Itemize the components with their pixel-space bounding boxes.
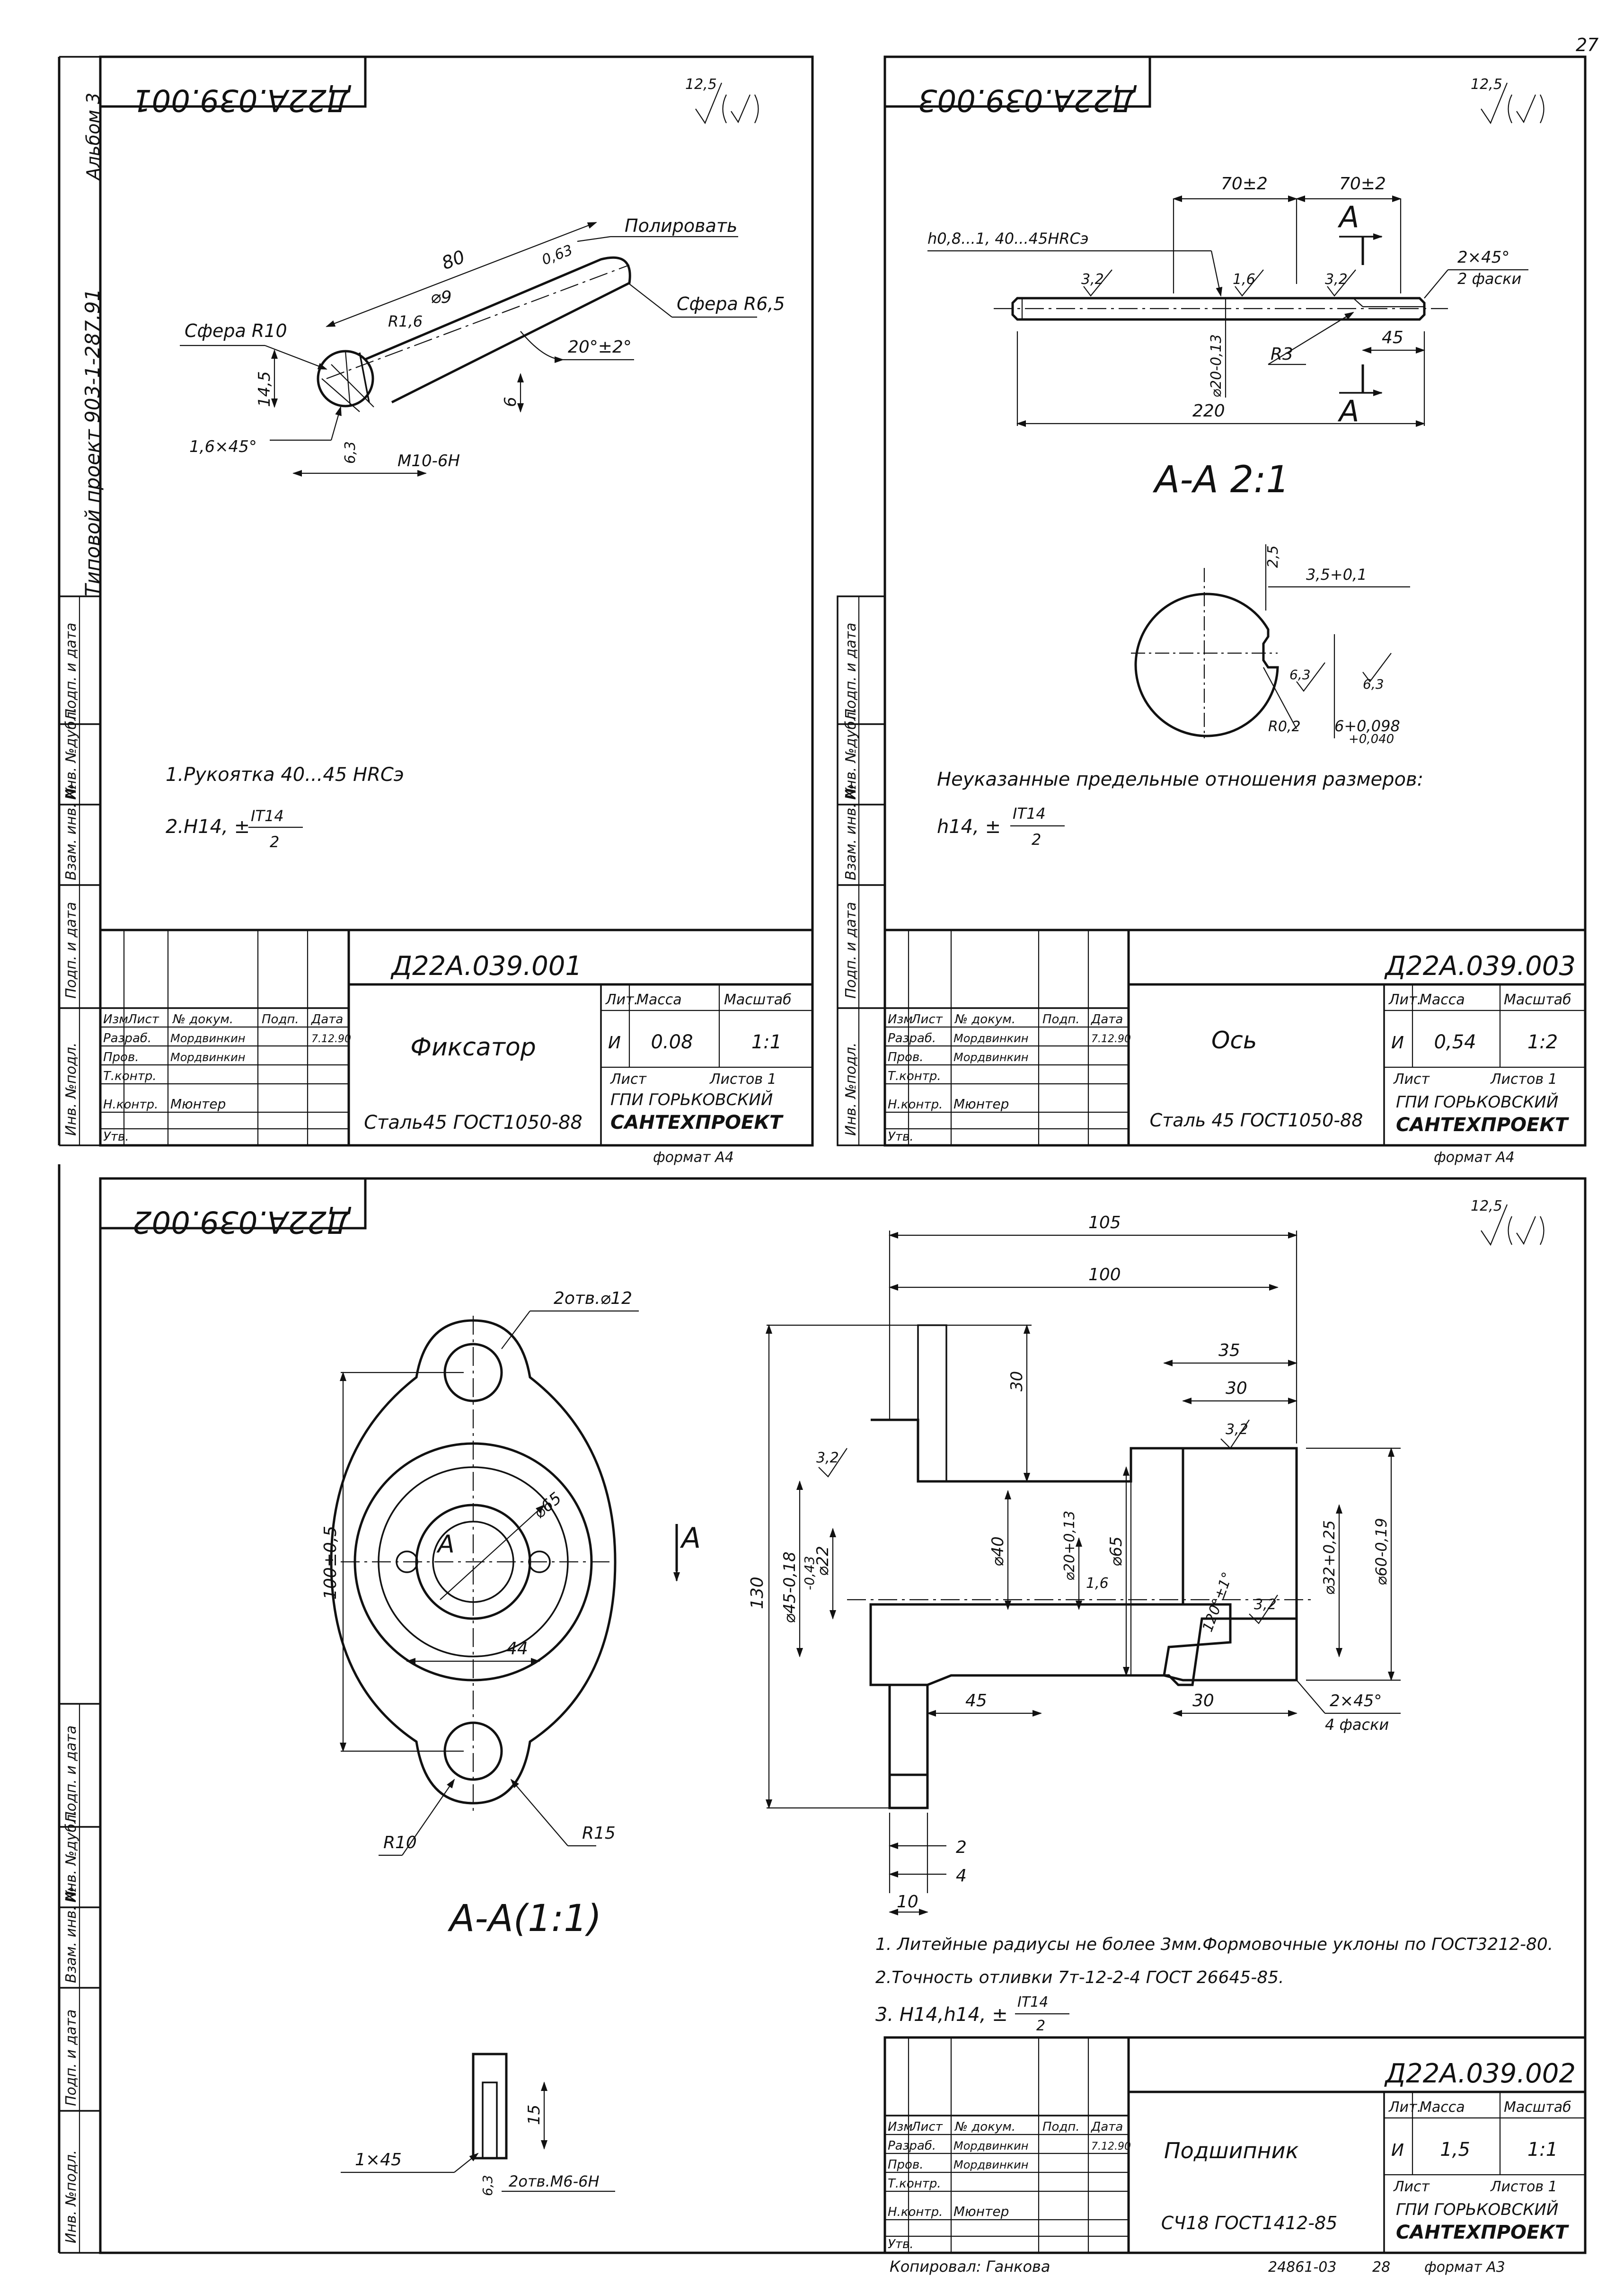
dim-text: 6 <box>501 397 520 407</box>
fixator-part <box>318 257 630 412</box>
tb-label: Изм <box>103 1012 128 1027</box>
side-label: Инв. №дубл. <box>63 1810 79 1903</box>
tb-value: Мордвинкин <box>170 1032 246 1045</box>
dim-text: 100±0,5 <box>321 1525 340 1600</box>
tb-label: Т.контр. <box>888 2177 941 2191</box>
tb-value: 1,5 <box>1440 2139 1470 2161</box>
dim-text: 0,63 <box>539 241 575 269</box>
note: h14, ± <box>937 816 1001 838</box>
dim-text: 45 <box>965 1691 987 1710</box>
tb-value: 0.08 <box>651 1031 693 1053</box>
dim-text: 100 <box>1088 1265 1121 1284</box>
dim-text: 30 <box>1007 1371 1026 1391</box>
tb-org: САНТЕХПРОЕКТ <box>610 1112 783 1134</box>
dim-text: 30 <box>1192 1691 1214 1710</box>
dim-text: 2×45° <box>1330 1692 1382 1710</box>
dim-text: 3,2 <box>1325 271 1348 288</box>
tb-label: Лист <box>128 1012 159 1027</box>
dim-text: 3,5+0,1 <box>1306 566 1367 584</box>
dim-text: ⌀32+0,25 <box>1320 1520 1338 1595</box>
dim-text: 44 <box>506 1639 528 1658</box>
dim-text: ⌀60-0,19 <box>1372 1518 1390 1585</box>
dim-text: ⌀9 <box>431 288 452 307</box>
dim-text: 20°±2° <box>568 337 632 357</box>
tb-label: Лит. <box>1389 992 1422 1008</box>
axle-section <box>1131 544 1410 746</box>
drawing-axle <box>838 57 1585 1166</box>
tb-value: Листов 1 <box>1491 1071 1557 1088</box>
tb-label: Масштаб <box>1504 992 1571 1008</box>
dim-text: 4 фаски <box>1325 1716 1389 1734</box>
tb-value: Мордвинкин <box>953 1051 1029 1064</box>
tb-label: Пров. <box>888 2158 924 2172</box>
note: 2.Точность отливки 7т-12-2-4 ГОСТ 26645-85. <box>875 1968 1284 1987</box>
dim-text: 1,6 <box>1233 271 1255 288</box>
tb-label: Лит. <box>1389 2099 1422 2116</box>
dim-text: 1×45 <box>355 2150 402 2170</box>
tb-value: 1:1 <box>751 1031 782 1053</box>
tb-label: Н.контр. <box>103 1098 159 1112</box>
page-number: 27 <box>1576 35 1599 55</box>
note-frac: 2 <box>1032 831 1041 849</box>
dim-text: R0,2 <box>1268 718 1301 735</box>
tb-label: Пров. <box>888 1050 924 1064</box>
dim-text: 6,3 <box>342 441 359 464</box>
title-block-fixator <box>100 930 812 1145</box>
dim-text: 2 <box>956 1838 967 1857</box>
dim-text: 3,2 <box>816 1450 839 1466</box>
tb-value: Листов 1 <box>1491 2179 1557 2195</box>
copy-note: Копировал: Ганкова <box>890 2258 1050 2276</box>
tb-label: Изм <box>888 2120 913 2134</box>
format-label: формат А4 <box>653 1149 734 1166</box>
sheet-code: 24861-03 <box>1268 2259 1337 2276</box>
tb-value: 7.12.90 <box>311 1033 351 1045</box>
title-block-axle <box>885 930 1585 1145</box>
dim-text: ⌀20-0,13 <box>1208 334 1225 398</box>
dim-text: R3 <box>1271 345 1293 364</box>
tb-name: Подшипник <box>1164 2138 1299 2163</box>
note: 1.Рукоятка 40...45 HRCэ <box>166 764 404 786</box>
side-label: Взам. инв. № <box>843 784 859 880</box>
bearing-plan-view <box>321 1289 701 1855</box>
dim-text: М10-6Н <box>397 452 460 470</box>
dim-text: 2отв.М6-6Н <box>509 2172 600 2190</box>
tb-label: Лист <box>911 2120 943 2134</box>
dim-text: 45 <box>1382 328 1403 347</box>
side-label: Подп. и дата <box>63 1725 79 1822</box>
side-label: Подп. и дата <box>843 902 859 999</box>
dim-text: 3,2 <box>1254 1596 1277 1613</box>
fixator-dims <box>180 215 785 473</box>
tb-label: Подп. <box>262 1012 299 1027</box>
tb-org: САНТЕХПРОЕКТ <box>1396 2222 1568 2243</box>
tb-value: Мордвинкин <box>170 1051 246 1064</box>
tb-label: Утв. <box>103 1130 129 1144</box>
rotated-code: Д22А.039.001 <box>132 82 350 117</box>
dim-text: 6,3 <box>1289 667 1311 682</box>
section-mark: А <box>438 1530 455 1559</box>
dim-text: 1,6×45° <box>189 437 257 456</box>
roughness-value: 12,5 <box>685 76 717 93</box>
title-block-bearing <box>885 2037 1585 2253</box>
side-label: Взам. инв. № <box>63 784 79 880</box>
tb-label: № докум. <box>955 2120 1016 2134</box>
album-label: Альбом 3 <box>83 92 104 180</box>
note: Неуказанные предельные отношения размеров: <box>937 769 1424 790</box>
dim-text: 2отв.⌀12 <box>554 1289 633 1308</box>
roughness-mark <box>1471 76 1544 123</box>
note: 3. H14,h14, ± <box>875 2004 1008 2026</box>
tb-label: Т.контр. <box>103 1069 157 1083</box>
tb-org: ГПИ ГОРЬКОВСКИЙ <box>610 1090 773 1109</box>
dim-text: 130 <box>748 1577 767 1609</box>
tb-label: Изм <box>888 1012 913 1027</box>
tb-value: Листов 1 <box>710 1071 777 1088</box>
dim-text: 80 <box>439 246 468 274</box>
side-label: Инв. №дубл. <box>843 707 859 800</box>
tb-value: Мордвинкин <box>953 1032 1029 1045</box>
tb-value: Мюнтер <box>953 1096 1009 1112</box>
tb-value: Мордвинкин <box>953 2158 1029 2171</box>
tb-code: Д22А.039.002 <box>1385 2058 1576 2089</box>
rotated-code: Д22А.039.002 <box>132 1204 350 1239</box>
dim-text: 2,5 <box>1265 545 1281 568</box>
side-label: Инв. №подл. <box>63 1042 79 1136</box>
dim-text: ⌀20+0,13 <box>1061 1510 1078 1581</box>
dim-text: 6,3 <box>1363 676 1384 692</box>
sheet-no: 28 <box>1372 2259 1391 2276</box>
tb-value: Мюнтер <box>953 2204 1009 2219</box>
tb-label: Лист <box>1394 2179 1430 2195</box>
side-label: Инв. №дубл. <box>63 707 79 800</box>
dim-text: ⌀22 <box>813 1546 832 1576</box>
project-label: Типовой проект 903-1-287.91 <box>81 288 104 596</box>
dim-text: 15 <box>525 2104 544 2125</box>
tb-label: Лит. <box>606 992 639 1008</box>
tb-label: Масса <box>1420 2099 1465 2116</box>
note-frac: 2 <box>270 833 280 851</box>
roughness-mark <box>685 76 759 123</box>
dim-text: ⌀65 <box>530 1488 565 1523</box>
dim-text: 1,6 <box>1086 1575 1109 1592</box>
side-label: Подп. и дата <box>63 2009 79 2106</box>
tb-label: Масса <box>1420 992 1465 1008</box>
tb-label: Масштаб <box>724 992 792 1008</box>
dim-text: 105 <box>1088 1213 1121 1232</box>
dim-text: +0,040 <box>1349 732 1395 746</box>
tb-label: Подп. <box>1042 1012 1080 1027</box>
tb-code: Д22А.039.003 <box>1385 951 1576 982</box>
tb-label: Лист <box>610 1071 647 1088</box>
roughness-mark <box>1471 1198 1544 1245</box>
dim-text: h0,8...1, 40...45HRCэ <box>927 230 1089 248</box>
tb-value: Мордвинкин <box>953 2139 1029 2152</box>
dim-text: 3,2 <box>1226 1421 1248 1438</box>
tb-material: Сталь45 ГОСТ1050-88 <box>364 1112 583 1134</box>
tb-label: Лист <box>911 1012 943 1027</box>
dim-text: 10 <box>897 1892 918 1912</box>
note-frac: 2 <box>1036 2018 1046 2034</box>
tb-org: ГПИ ГОРЬКОВСКИЙ <box>1396 1093 1559 1112</box>
side-label: Инв. №подл. <box>63 2150 79 2243</box>
drawing-fixator <box>59 57 812 1166</box>
tb-value: И <box>608 1033 621 1053</box>
dim-text: ⌀45-0,18 <box>780 1551 799 1623</box>
side-strip-axle <box>838 596 885 1145</box>
dim-text: 30 <box>1226 1379 1247 1398</box>
tb-label: Дата <box>311 1012 344 1027</box>
roughness-value: 12,5 <box>1471 1198 1502 1214</box>
tb-name: Фиксатор <box>410 1033 536 1062</box>
dim-text: 2 фаски <box>1457 270 1522 288</box>
tb-value: 1:2 <box>1527 1031 1558 1053</box>
dim-text: 6,3 <box>480 2175 495 2196</box>
tb-label: Пров. <box>103 1050 139 1064</box>
tb-org: ГПИ ГОРЬКОВСКИЙ <box>1396 2200 1559 2219</box>
tb-material: СЧ18 ГОСТ1412-85 <box>1161 2213 1338 2233</box>
roughness-value: 12,5 <box>1471 76 1502 93</box>
side-label: Подп. и дата <box>843 622 859 719</box>
bearing-threaded-detail <box>341 2054 615 2196</box>
dim-text: Сфера R6,5 <box>677 293 785 314</box>
note-frac: IT14 <box>1013 805 1046 823</box>
tb-label: № докум. <box>173 1012 234 1027</box>
tb-value: И <box>1391 2141 1404 2160</box>
tb-label: Дата <box>1091 1012 1123 1027</box>
tb-org: САНТЕХПРОЕКТ <box>1396 1114 1568 1136</box>
tb-label: Утв. <box>888 2237 914 2251</box>
note: 1. Литейные радиусы не более 3мм.Формовочные уклоны по ГОСТ3212-80. <box>875 1935 1553 1954</box>
tb-value: Мюнтер <box>170 1096 226 1112</box>
axle-dims <box>927 174 1528 428</box>
section-mark: А <box>1339 200 1359 234</box>
dim-text: 2×45° <box>1457 248 1510 267</box>
side-strip-fixator <box>59 596 100 1145</box>
tb-label: Утв. <box>888 1130 914 1144</box>
section-title: А-А(1:1) <box>450 1897 602 1940</box>
dim-text: Полировать <box>625 215 738 236</box>
dim-text: R10 <box>383 1833 417 1852</box>
dim-text: ⌀65 <box>1107 1536 1126 1567</box>
tb-label: Разраб. <box>888 1031 936 1045</box>
dim-text: 4 <box>956 1866 967 1886</box>
tb-label: Разраб. <box>103 1031 152 1045</box>
note-frac: IT14 <box>251 807 284 825</box>
tb-value: 7.12.90 <box>1091 1033 1131 1045</box>
tb-value: 0,54 <box>1434 1031 1476 1053</box>
tb-code: Д22А.039.001 <box>391 951 582 982</box>
tb-value: И <box>1391 1033 1404 1053</box>
tb-label: № докум. <box>955 1012 1016 1027</box>
tb-value: 7.12.90 <box>1091 2141 1131 2152</box>
tb-value: 1:1 <box>1527 2139 1558 2161</box>
note: 2.H14, ± <box>166 816 250 838</box>
tb-label: Разраб. <box>888 2139 936 2153</box>
tb-label: Дата <box>1091 2120 1123 2134</box>
dim-text: 6+0,098 <box>1334 717 1400 735</box>
dim-text: 70±2 <box>1339 174 1386 194</box>
dim-text: R15 <box>582 1824 616 1843</box>
axle-part <box>994 298 1448 319</box>
tb-label: Н.контр. <box>888 2205 943 2219</box>
tb-label: Н.контр. <box>888 1098 943 1112</box>
dim-text: R1,6 <box>388 312 423 330</box>
dim-text: 3,2 <box>1081 271 1104 288</box>
dim-text: 120°±1° <box>1199 1570 1236 1634</box>
dim-text: -0,43 <box>802 1556 817 1590</box>
tb-label: Подп. <box>1042 2120 1080 2134</box>
side-label: Подп. и дата <box>63 622 79 719</box>
side-label: Взам. инв. № <box>63 1887 79 1983</box>
section-mark: А <box>1339 394 1359 428</box>
dim-text: 220 <box>1192 401 1225 421</box>
section-title: А-А 2:1 <box>1155 459 1290 501</box>
rotated-code: Д22А.039.003 <box>918 82 1136 117</box>
note-frac: IT14 <box>1017 1994 1049 2011</box>
format-label: формат А3 <box>1424 2259 1505 2276</box>
side-label: Инв. №подл. <box>843 1042 859 1136</box>
bearing-section-view <box>748 1213 1401 1912</box>
tb-label: Масштаб <box>1504 2099 1571 2116</box>
dim-text: 35 <box>1218 1341 1240 1360</box>
format-label: формат А4 <box>1434 1149 1515 1166</box>
dim-text: 14,5 <box>255 371 274 407</box>
dim-text: ⌀40 <box>989 1536 1007 1567</box>
tb-material: Сталь 45 ГОСТ1050-88 <box>1149 1110 1363 1131</box>
tb-name: Ось <box>1211 1027 1257 1054</box>
tb-label: Т.контр. <box>888 1069 941 1083</box>
dim-text: Сфера R10 <box>185 320 287 341</box>
section-mark: А <box>681 1522 701 1555</box>
side-strip-bearing <box>59 1704 100 2253</box>
tb-label: Масса <box>636 992 682 1008</box>
side-label: Подп. и дата <box>63 902 79 999</box>
dim-text: 70±2 <box>1221 174 1268 194</box>
drawing-bearing <box>59 1178 1585 2276</box>
tb-label: Лист <box>1394 1071 1430 1088</box>
